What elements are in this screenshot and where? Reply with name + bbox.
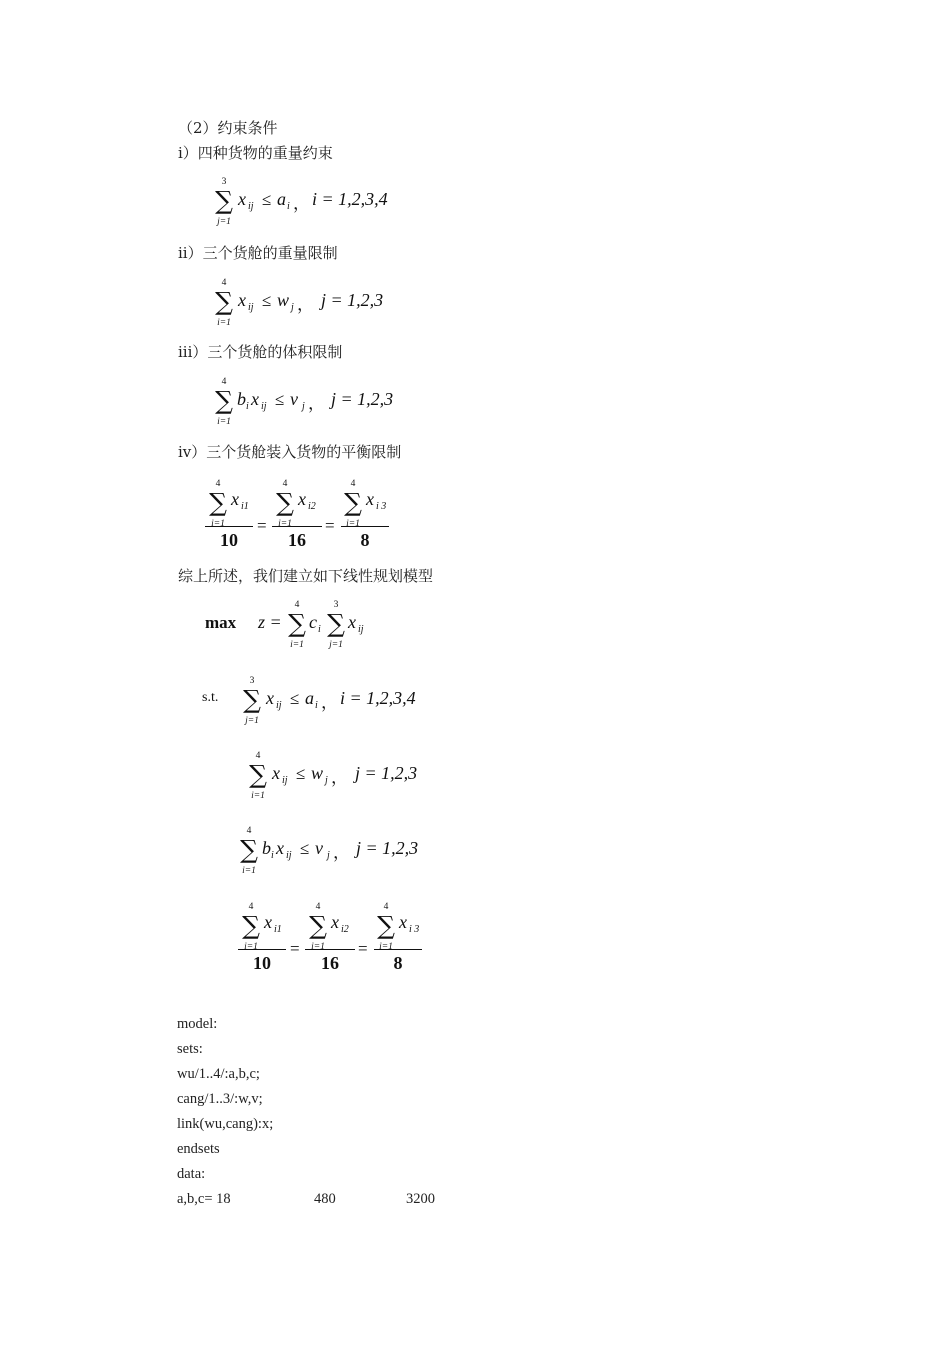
summation-symbol: 4 ∑ i=1 [215,278,233,328]
equation-weight-hold: 4 ∑ i=1 x ij ≤ w j ， j = 1,2,3 [213,278,413,338]
summation-symbol: 4 ∑ i=1 [288,600,306,650]
code-line-8-value-2: 480 [314,1191,336,1207]
code-line-8: a,b,c= 18 [177,1191,231,1207]
code-line-8-value-3: 3200 [406,1191,435,1207]
summation-symbol: 4 ∑ i=1 [240,826,258,876]
constraint-3-heading: iii）三个货舱的体积限制 [178,343,343,361]
section-title: （2）约束条件 [178,119,278,137]
model-constraint-weight: 4 ∑ i=1 x ij ≤ w j ， j = 1,2,3 [247,751,447,811]
summation-symbol: 4 ∑ i=1 [215,377,233,427]
model-constraint-volume: 4 ∑ i=1 b i x ij ≤ v j ， j = 1,2,3 [238,826,438,886]
fraction-bar [305,949,355,950]
model-constraint-balance: 4 ∑ i=1 x i1 10 = 4 ∑ i=1 x i2 16 = 4 ∑ i=1 x i 3 8 [238,902,438,977]
constraint-4-heading: iv）三个货舱装入货物的平衡限制 [178,443,402,461]
summation-symbol: 4 ∑ i=1 [377,902,395,952]
fraction-bar [374,949,422,950]
summation-symbol: 4 ∑ i=1 [344,479,362,529]
model-constraint-goods: 3 ∑ j=1 x ij ≤ a i ， i = 1,2,3,4 [241,676,441,736]
fraction-bar [238,949,286,950]
code-line-7: data: [177,1166,206,1182]
summation-symbol: 4 ∑ i=1 [209,479,227,529]
summation-symbol: 4 ∑ i=1 [242,902,260,952]
summary-text: 综上所述，我们建立如下线性规划模型 [178,567,434,585]
equation-weight-goods: 3 ∑ j=1 x ij ≤ a i ， i = 1,2,3,4 [213,177,413,237]
summation-symbol: 3 ∑ j=1 [327,600,345,650]
fraction-bar [205,526,253,527]
code-line-6: endsets [177,1141,220,1157]
code-line-3: wu/1..4/:a,b,c; [177,1066,260,1082]
summation-symbol: 4 ∑ i=1 [276,479,294,529]
constraint-2-heading: ii）三个货舱的重量限制 [178,244,338,262]
summation-symbol: 4 ∑ i=1 [309,902,327,952]
code-line-5: link(wu,cang):x; [177,1116,274,1132]
code-line-4: cang/1..3/:w,v; [177,1091,263,1107]
objective-function: max z = 4 ∑ i=1 c i 3 ∑ j=1 x ij [205,600,405,660]
constraint-1-heading: i）四种货物的重量约束 [178,144,333,162]
summation-symbol: 3 ∑ j=1 [243,676,261,726]
equation-balance: 4 ∑ i=1 x i1 10 = 4 ∑ i=1 x i2 16 = 4 ∑ i=1 x i 3 8 [205,479,405,554]
code-line-1: model: [177,1016,218,1032]
summation-symbol: 4 ∑ i=1 [249,751,267,801]
summation-symbol: 3 ∑ j=1 [215,177,233,227]
code-line-2: sets: [177,1041,203,1057]
fraction-bar [341,526,389,527]
equation-volume-hold: 4 ∑ i=1 b i x ij ≤ v j ， j = 1,2,3 [213,377,413,437]
fraction-bar [272,526,322,527]
subject-to-label: s.t. [202,690,219,705]
